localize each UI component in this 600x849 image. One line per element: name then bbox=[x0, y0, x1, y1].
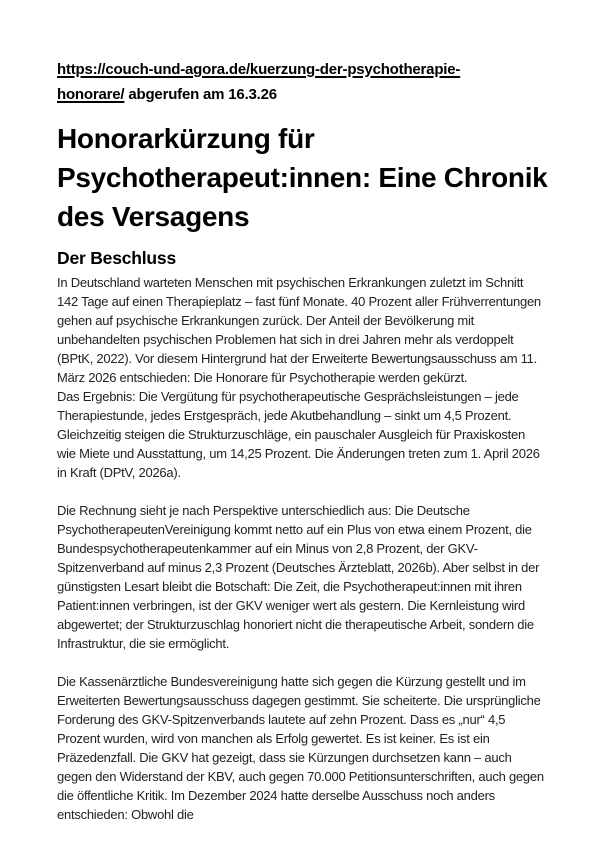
section-heading: Der Beschluss bbox=[57, 248, 176, 268]
paragraph-result: Das Ergebnis: Die Vergütung für psychotherapeutische Gesprächsleistungen – jede Therapiestunde, jedes Erstgespräch, jede Akutbehandlung – sinkt um 4,5 Prozent. Gleichzeitig steigen die Strukturzuschläge, ein pauschaler Ausgleich für Praxiskosten wie Miete und Ausstattung, um 14,25 Prozent. Die Änderungen treten zum 1. April 2026 in Kraft (DPtV, 2026a). bbox=[57, 389, 540, 480]
source-url-line-2[interactable]: honorare/ bbox=[57, 86, 125, 103]
paragraph-perspectives: Die Rechnung sieht je nach Perspektive unterschiedlich aus: Die Deutsche PsychotherapeutenVereinigung kommt netto auf ein Plus von etwa einem Prozent, die Bundespsychotherapeutenkammer auf ein Minus von 2,8 Prozent, der GKV-Spitzenverband auf minus 2,3 Prozent (Deutsches Ärzteblatt, 2026b). Aber selbst in der günstigsten Lesart bleibt die Botschaft: Die Zeit, die Psychotherapeut:innen mit ihren Patient:innen verbringen, ist der GKV weniger wert als gestern. Die Kernleistung wird abgewertet; der Strukturzuschlag honoriert nicht die therapeutische Arbeit, sondern die Infrastruktur, die sie ermöglicht. bbox=[57, 503, 540, 651]
article-body bbox=[57, 273, 545, 824]
paragraph-kbv-resistance: Die Kassenärztliche Bundesvereinigung hatte sich gegen die Kürzung gestellt und im Erweiterten Bewertungsausschuss dagegen gestimmt. Sie scheiterte. Die ursprüngliche Forderung des GKV-Spitzenverbands lautete auf zehn Prozent. Dass es „nur“ 4,5 Prozent wurden, wird von manchen als Erfolg gewertet. Es ist keiner. Es ist ein Präzedenzfall. Die GKV hat gezeigt, dass sie Kürzungen durchsetzen kann – auch gegen den Widerstand der KBV, auch gegen 70.000 Petitionsunterschriften, auch gegen die öffentliche Kritik. Im Dezember 2024 hatte derselbe Ausschuss noch anders entschieden: Obwohl die bbox=[57, 674, 544, 822]
source-url-line-1[interactable]: https://couch-und-agora.de/kuerzung-der-psychotherapie- bbox=[57, 61, 461, 78]
paragraph-decision: In Deutschland warteten Menschen mit psychischen Erkrankungen zuletzt im Schnitt 142 Tage auf einen Therapieplatz – fast fünf Monate. 40 Prozent aller Frühverrentungen gehen auf psychische Erkrankungen zurück. Der Anteil der Bevölkerung mit unbehandelten psychischen Problemen hat sich in drei Jahren mehr als verdoppelt (BPtK, 2022). Vor diesem Hintergrund hat der Erweiterte Bewertungsausschuss am 11. März 2026 entschieden: Die Honorare für Psychotherapie werden gekürzt. bbox=[57, 275, 541, 385]
source-line bbox=[57, 57, 549, 107]
page-title: Honorarkürzung für Psychotherapeut:innen: Eine Chronik des Versagens bbox=[57, 123, 548, 232]
retrieved-note-text: abgerufen am 16.3.26 bbox=[128, 86, 277, 103]
retrieved-note bbox=[124, 86, 277, 103]
